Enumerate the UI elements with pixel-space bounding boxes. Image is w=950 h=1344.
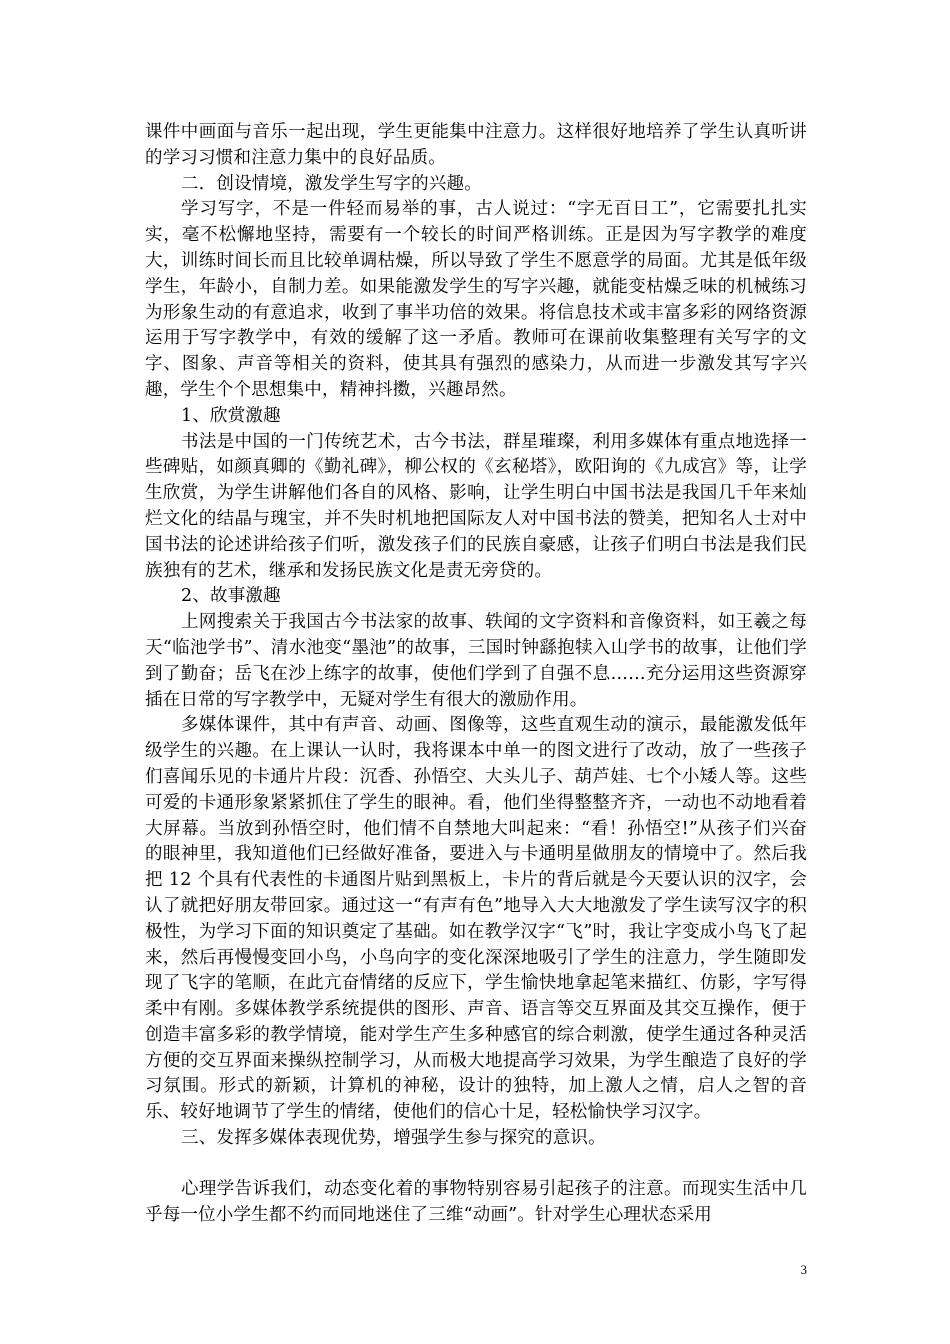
- paragraph-gap: [145, 1152, 807, 1177]
- paragraph-stories: 上网搜索关于我国古今书法家的故事、轶闻的文字资料和音像资料，如王羲之每天“临池学书”、清水池变“墨池”的故事，三国时钟繇抱犊入山学书的故事，让他们学到了勤奋；岳飞在沙上练字的故事，使他们学到了自强不息……充分运用这些资源穿插在日常的写字教学中，无疑对学生有很大的激励作用。: [145, 612, 807, 710]
- paragraph-continuation: 课件中画面与音乐一起出现，学生更能集中注意力。这样很好地培养了学生认真听讲的学习习惯和注意力集中的良好品质。: [145, 122, 807, 168]
- paragraph-multimedia: 多媒体课件，其中有声音、动画、图像等，这些直观生动的演示，最能激发低年级学生的兴趣。在上课认一认时，我将课本中单一的图文进行了改动，放了一些孩子们喜闻乐见的卡通片片段：沉香、孙悟空、大头儿子、葫芦娃、七个小矮人等。这些可爱的卡通形象紧紧抓住了学生的眼神。看，他们坐得整整齐齐，一动也不动地看着大屏幕。当放到孙悟空时，他们情不自禁地大叫起来：“看！孙悟空!”从孩子们兴奋的眼神里，我知道他们已经做好准备，要进入与卡通明星做朋友的情境中了。然后我把 12 个具有代表性的卡通图片贴到黑板上，卡片的背后就是今天要认识的汉字，会认了就把好朋友带回家。通过这一“有声有色”地导入大大地激发了学生读写汉字的积极性，为学习下面的知识奠定了基础。如在教学汉字“飞”时，我让字变成小鸟飞了起来，然后再慢慢变回小鸟，小鸟向字的变化深深地吸引了学生的注意力，学生随即发现了飞字的笔顺，在此亢奋情绪的反应下，学生愉快地拿起笔来描红、仿影，字写得柔中有刚。多媒体教学系统提供的图形、声音、语言等交互界面及其交互操作，便于创造丰富多彩的教学情境，能对学生产生多种感官的综合刺激，使学生通过各种灵活方便的交互界面来操纵控制学习，从而极大地提高学习效果，为学生酿造了良好的学习氛围。形式的新颖，计算机的神秘，设计的独特，加上激人之情，启人之智的音乐、较好地调节了学生的情绪，使他们的信心十足，轻松愉快学习汉字。: [145, 715, 807, 1123]
- paragraph-psychology: 心理学告诉我们，动态变化着的事物特别容易引起孩子的注意。而现实生活中几乎每一位小学生都不约而同地迷住了三维“动画”。针对学生心理状态采用: [145, 1178, 807, 1225]
- document-page: [145, 120, 807, 1228]
- paragraph-calligraphy: 书法是中国的一门传统艺术，古今书法，群星璀璨，利用多媒体有重点地选择一些碑贴，如颜真卿的《勤礼碑》，柳公权的《玄秘塔》，欧阳询的《九成宫》等，让学生欣赏，为学生讲解他们各自的风格、影响，让学生明白中国书法是我国几千年来灿烂文化的结晶与瑰宝，并不失时机地把国际友人对中国书法的赞美，把知名人士对中国书法的论述讲给孩子们听，激发孩子们的民族自豪感，让孩子们明白书法是我们民族独有的艺术，继承和发扬民族文化是责无旁贷的。: [145, 431, 807, 581]
- subheading-appreciation: 1、欣赏激趣: [181, 405, 281, 426]
- page-number: 3: [800, 1262, 807, 1277]
- section-heading-2: 二．创设情境，激发学生写字的兴趣。: [181, 173, 482, 194]
- paragraph-writing-interest: 学习写字，不是一件轻而易举的事，古人说过：“字无百日工”，它需要扎扎实实，毫不松懈地坚持，需要有一个较长的时间严格训练。正是因为写字教学的难度大，训练时间长而且比较单调枯燥，所以导致了学生不愿意学的局面。尤其是低年级学生，年龄小，自制力差。如果能激发学生的写字兴趣，就能变枯燥乏味的机械练习为形象生动的有意追求，收到了事半功倍的效果。将信息技术或丰富多彩的网络资源运用于写字教学中，有效的缓解了这一矛盾。教师可在课前收集整理有关写字的文字、图象、声音等相关的资料，使其具有强烈的感染力，从而进一步激发其写字兴趣，学生个个思想集中，精神抖擞，兴趣昂然。: [145, 199, 807, 400]
- section-heading-3: 三、发挥多媒体表现优势，增强学生参与探究的意识。: [181, 1128, 606, 1149]
- subheading-stories: 2、故事激趣: [181, 586, 281, 607]
